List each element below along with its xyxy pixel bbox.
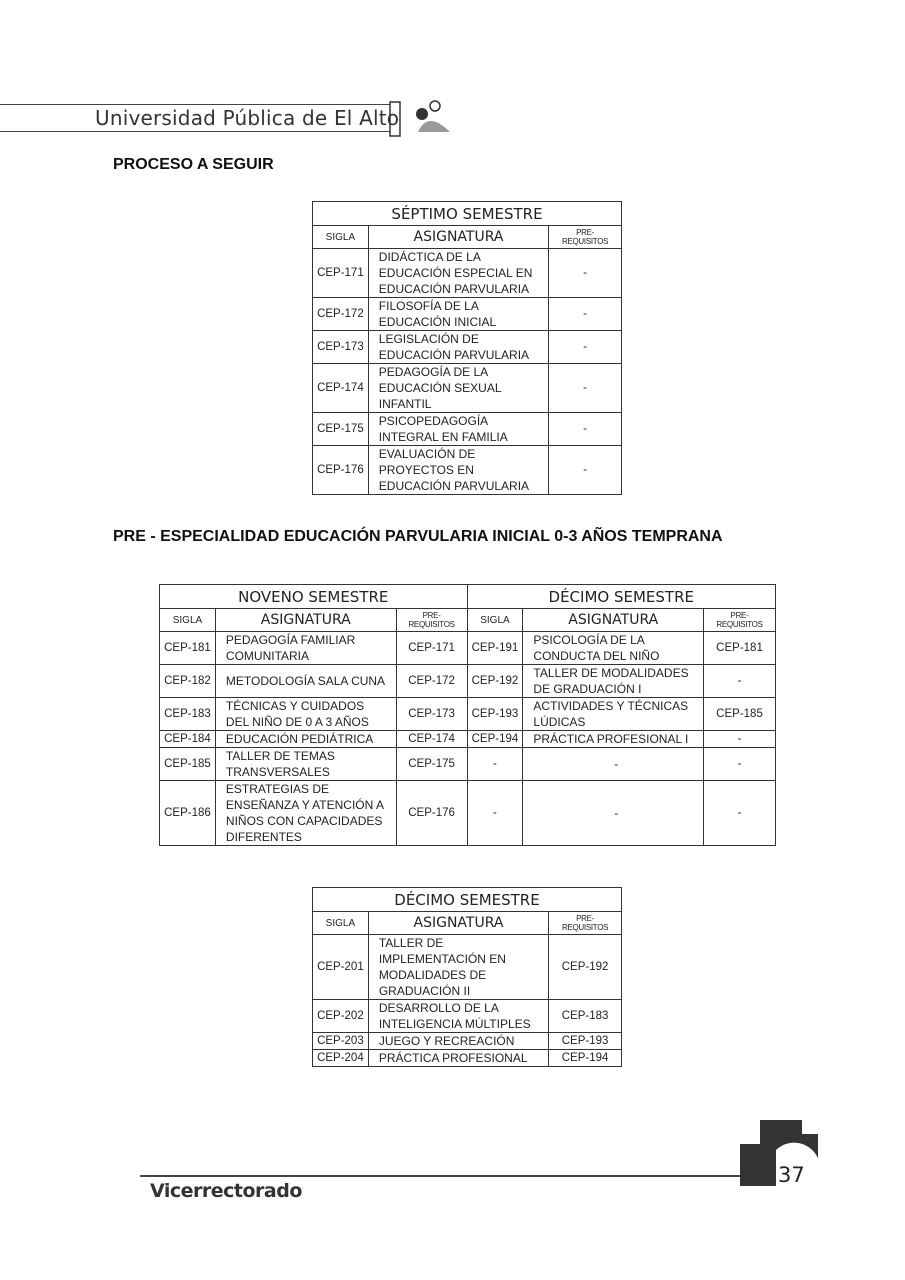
asignatura-cell [215, 781, 396, 846]
table-row [313, 446, 622, 495]
table-row [160, 665, 776, 698]
sigla-cell: CEP-173 [313, 331, 369, 364]
line: ENSEÑANZA Y ATENCIÓN A [225, 798, 384, 812]
table-row [313, 413, 622, 446]
table-row [313, 331, 622, 364]
prerequisito-cell: CEP-181 [704, 632, 776, 665]
table-title: SÉPTIMO SEMESTRE [313, 202, 622, 226]
sigla-cell: - [467, 748, 523, 781]
asignatura-cell [523, 632, 704, 665]
column-header-prerequisitos: PRE-REQUISITOS [549, 226, 622, 249]
prerequisito-cell: - [549, 249, 622, 298]
page-number: 37 [778, 1163, 805, 1187]
table-row [313, 935, 622, 1000]
prerequisito-cell: CEP-193 [549, 1033, 622, 1050]
sigla-cell: - [467, 781, 523, 846]
column-header-prerequisitos: PRE-REQUISITOS [549, 912, 622, 935]
sigla-cell: CEP-176 [313, 446, 369, 495]
prerequisito-cell: - [549, 331, 622, 364]
column-header-sigla: SIGLA [467, 609, 523, 632]
line: - [614, 806, 619, 820]
asignatura-cell [368, 1050, 548, 1067]
table-row [313, 1033, 622, 1050]
column-header-asignatura: ASIGNATURA [215, 609, 396, 632]
prerequisito-cell: CEP-173 [396, 698, 467, 731]
line: NIÑOS CON CAPACIDADES [225, 814, 383, 828]
asignatura-cell [523, 698, 704, 731]
line: TALLER DE MODALIDADES [533, 666, 689, 680]
table-title-noveno: NOVENO SEMESTRE [160, 585, 468, 609]
line: TRANSVERSALES [225, 765, 330, 779]
line: EDUCACIÓN PARVULARIA [378, 282, 530, 296]
prerequisito-cell: CEP-174 [396, 731, 467, 748]
table-row [160, 632, 776, 665]
line: CONDUCTA DEL NIÑO [533, 649, 660, 663]
line: EVALUACIÓN DE [378, 447, 476, 461]
sigla-cell: CEP-182 [160, 665, 216, 698]
sigla-cell: CEP-175 [313, 413, 369, 446]
line: TÉCNICAS Y CUIDADOS [225, 699, 365, 713]
table-row [313, 1000, 622, 1033]
asignatura-cell [215, 731, 396, 748]
line: INTELIGENCIA MÚLTIPLES [378, 1017, 531, 1031]
sigla-cell: CEP-183 [160, 698, 216, 731]
table-row [313, 364, 622, 413]
line: LÚDICAS [533, 715, 586, 729]
asignatura-cell [368, 249, 548, 298]
line: INTEGRAL EN FAMILIA [378, 430, 508, 444]
sigla-cell: CEP-184 [160, 731, 216, 748]
prerequisito-cell: - [704, 731, 776, 748]
sigla-cell: CEP-203 [313, 1033, 369, 1050]
line: COMUNITARIA [225, 649, 310, 663]
column-header-sigla: SIGLA [160, 609, 216, 632]
line: TALLER DE TEMAS [225, 749, 335, 763]
sigla-cell: CEP-171 [313, 249, 369, 298]
asignatura-cell [368, 298, 548, 331]
line: PSICOPEDAGOGÍA [378, 414, 489, 428]
table-row [160, 731, 776, 748]
asignatura-cell [368, 364, 548, 413]
line: PEDAGOGÍA FAMILIAR [225, 633, 356, 647]
line: EDUCACIÓN INICIAL [378, 315, 497, 329]
asignatura-cell [368, 331, 548, 364]
prerequisito-cell: CEP-183 [549, 1000, 622, 1033]
column-header-asignatura: ASIGNATURA [368, 912, 548, 935]
sigla-cell: CEP-194 [467, 731, 523, 748]
asignatura-cell [368, 935, 548, 1000]
line: TALLER DE [378, 936, 444, 950]
asignatura-cell [523, 781, 704, 846]
line: INFANTIL [378, 397, 432, 411]
decimo-semestre-table [312, 887, 622, 1067]
asignatura-cell [215, 632, 396, 665]
column-header-prerequisitos: PRE-REQUISITOS [704, 609, 776, 632]
vicerrectorado-logo: Vicerrectorado [150, 1180, 302, 1202]
line: DESARROLLO DE LA [378, 1001, 499, 1015]
table-row [313, 298, 622, 331]
line: ESTRATEGIAS DE [225, 782, 330, 796]
noveno-decimo-semestre-table [159, 584, 776, 846]
table-row [160, 698, 776, 731]
table-row [313, 249, 622, 298]
prerequisito-cell: - [549, 364, 622, 413]
sigla-cell: CEP-202 [313, 1000, 369, 1033]
prerequisito-cell: - [549, 413, 622, 446]
prerequisito-cell: - [704, 748, 776, 781]
asignatura-cell [368, 413, 548, 446]
prerequisito-cell: CEP-176 [396, 781, 467, 846]
line: DIDÁCTICA DE LA [378, 250, 481, 264]
prerequisito-cell: CEP-185 [704, 698, 776, 731]
septimo-semestre-table [312, 201, 622, 495]
line: FILOSOFÍA DE LA [378, 299, 479, 313]
line: DIFERENTES [225, 830, 302, 844]
table-row [313, 1050, 622, 1067]
prerequisito-cell: - [549, 446, 622, 495]
line: EDUCACIÓN SEXUAL [378, 381, 502, 395]
line: MODALIDADES DE [378, 968, 487, 982]
line: EDUCACIÓN PARVULARIA [378, 348, 530, 362]
asignatura-cell [523, 731, 704, 748]
line: EDUCACIÓN PARVULARIA [378, 479, 530, 493]
table-title: DÉCIMO SEMESTRE [313, 888, 622, 912]
column-header-asignatura: ASIGNATURA [368, 226, 548, 249]
column-header-asignatura: ASIGNATURA [523, 609, 704, 632]
line: PRÁCTICA PROFESIONAL [378, 1051, 528, 1065]
sigla-cell: CEP-172 [313, 298, 369, 331]
line: - [614, 757, 619, 771]
column-header-sigla: SIGLA [313, 226, 369, 249]
sigla-cell: CEP-204 [313, 1050, 369, 1067]
asignatura-cell [368, 1000, 548, 1033]
line: EDUCACIÓN ESPECIAL EN [378, 266, 533, 280]
asignatura-cell [523, 665, 704, 698]
line: DEL NIÑO DE 0 A 3 AÑOS [225, 715, 369, 729]
prerequisito-cell: CEP-192 [549, 935, 622, 1000]
sigla-cell: CEP-174 [313, 364, 369, 413]
line: PRÁCTICA PROFESIONAL I [533, 732, 689, 746]
line: IMPLEMENTACIÓN EN [378, 952, 506, 966]
sigla-cell: CEP-193 [467, 698, 523, 731]
line: DE GRADUACIÓN I [533, 682, 642, 696]
asignatura-cell [368, 446, 548, 495]
sigla-cell: CEP-181 [160, 632, 216, 665]
table-title-decimo: DÉCIMO SEMESTRE [467, 585, 775, 609]
prerequisito-cell: - [704, 665, 776, 698]
line: METODOLOGÍA SALA CUNA [225, 674, 386, 688]
sigla-cell: CEP-192 [467, 665, 523, 698]
page-corner-shape-icon [740, 1120, 822, 1202]
prerequisito-cell: - [704, 781, 776, 846]
line: PEDAGOGÍA DE LA [378, 365, 489, 379]
section-title-proceso: PROCESO A SEGUIR [113, 156, 274, 173]
column-header-prerequisitos: PRE-REQUISITOS [396, 609, 467, 632]
asignatura-cell [523, 748, 704, 781]
section-title-pre-especialidad: PRE - ESPECIALIDAD EDUCACIÓN PARVULARIA INICIAL 0-3 AÑOS TEMPRANA [113, 528, 723, 545]
university-title: Universidad Pública de El Alto [95, 106, 400, 130]
sigla-cell: CEP-201 [313, 935, 369, 1000]
table-row [160, 781, 776, 846]
prerequisito-cell: CEP-194 [549, 1050, 622, 1067]
line: PSICOLOGÍA DE LA [533, 633, 645, 647]
line: ACTIVIDADES Y TÉCNICAS [533, 699, 689, 713]
prerequisito-cell: CEP-171 [396, 632, 467, 665]
asignatura-cell [215, 748, 396, 781]
header-rule-top [0, 104, 390, 105]
line: LEGISLACIÓN DE [378, 332, 479, 346]
line: EDUCACIÓN PEDIÁTRICA [225, 732, 374, 746]
table-row [160, 748, 776, 781]
line: JUEGO Y RECREACIÓN [378, 1034, 515, 1048]
prerequisito-cell: - [549, 298, 622, 331]
sigla-cell: CEP-191 [467, 632, 523, 665]
asignatura-cell [368, 1033, 548, 1050]
line: PROYECTOS EN [378, 463, 474, 477]
sigla-cell: CEP-186 [160, 781, 216, 846]
prerequisito-cell: CEP-175 [396, 748, 467, 781]
sigla-cell: CEP-185 [160, 748, 216, 781]
column-header-sigla: SIGLA [313, 912, 369, 935]
university-logo-icon [388, 96, 458, 138]
asignatura-cell [215, 698, 396, 731]
asignatura-cell [215, 665, 396, 698]
line: GRADUACIÓN II [378, 984, 471, 998]
prerequisito-cell: CEP-172 [396, 665, 467, 698]
footer-rule [140, 1175, 740, 1177]
header-rule-bottom [0, 131, 390, 132]
